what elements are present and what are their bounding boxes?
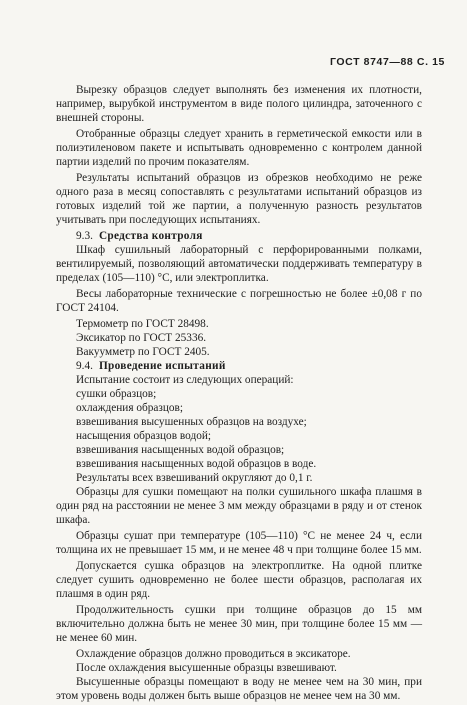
text-line: После охлаждения высушенные образцы взвешивают. <box>76 662 337 674</box>
section-number: 9.4. <box>76 360 93 372</box>
text-line: взвешивания насыщенных водой образцов в воде. <box>76 458 317 470</box>
text-line: Испытание состоит из следующих операций: <box>76 374 294 386</box>
text-line: Термометр по ГОСТ 28498. <box>76 318 209 330</box>
paragraph: Вырезку образцов следует выполнять без изменения их плотности, например, вырубкой инструментом в виде полого цилиндра, заточенного с внешней стороны. <box>56 84 422 124</box>
text-line: взвешивания насыщенных водой образцов; <box>76 444 285 456</box>
section-title: Средства контроля <box>98 230 203 242</box>
section-heading <box>56 359 422 373</box>
paragraph: Допускается сушка образцов на электроплитке. На одной плитке следует сушить одновременно не более шести образцов, располагая их плашмя в один ряд. <box>56 560 422 600</box>
paragraph: Высушенные образцы помещают в воду не менее чем на 30 мин, при этом уровень воды должен быть выше образцов не менее чем на 30 мм. <box>56 676 422 702</box>
text-line: Эксикатор по ГОСТ 25336. <box>76 332 207 344</box>
document-body <box>56 83 422 705</box>
text-line: охлаждения образцов; <box>76 402 184 414</box>
text-line: сушки образцов; <box>76 388 157 400</box>
text-line: Вакуумметр по ГОСТ 2405. <box>76 346 210 358</box>
paragraph: Образцы сушат при температуре (105—110) °С не менее 24 ч, если толщина их не превышает 15 мм, и не менее 48 ч при толщине более 15 мм. <box>56 530 422 556</box>
section-heading <box>56 229 422 243</box>
text-line: Результаты всех взвешиваний округляют до 0,1 г. <box>76 472 313 484</box>
paragraph: Результаты испытаний образцов из обрезков необходимо не реже одного раза в месяц сопоставлять с результатами испытаний образцов из готовых изделий той же партии, а полученную разность результатов учитывать при последующих испытаниях. <box>56 172 422 226</box>
text-line: взвешивания высушенных образцов на воздухе; <box>76 416 307 428</box>
paragraph: Весы лабораторные технические с погрешностью не более ±0,08 г по ГОСТ 24104. <box>56 288 422 314</box>
section-number: 9.3. <box>76 230 93 242</box>
text-line: насыщения образцов водой; <box>76 430 212 442</box>
page-header: ГОСТ 8747—88 С. 15 <box>330 56 445 68</box>
paragraph: Шкаф сушильный лабораторный с перфорированными полками, вентилируемый, позволяющий автоматически поддерживать температуру в пределах (105—110) °С, или электроплитка. <box>56 244 422 284</box>
section-title: Проведение испытаний <box>98 360 226 372</box>
paragraph: Продолжительность сушки при толщине образцов до 15 мм включительно должна быть не менее 30 мин, при толщине более 15 мм — не менее 60 мин. <box>56 604 422 644</box>
paragraph: Отобранные образцы следует хранить в герметической емкости или в полиэтиленовом пакете и испытывать одновременно с контролем данной партии изделий по прочим показателям. <box>56 128 422 168</box>
paragraph: Образцы для сушки помещают на полки сушильного шкафа плашмя в один ряд на расстоянии не менее 3 мм между образцами в ряду и от стенок шкафа. <box>56 486 422 526</box>
text-line: Охлаждение образцов должно проводиться в эксикаторе. <box>76 648 351 660</box>
